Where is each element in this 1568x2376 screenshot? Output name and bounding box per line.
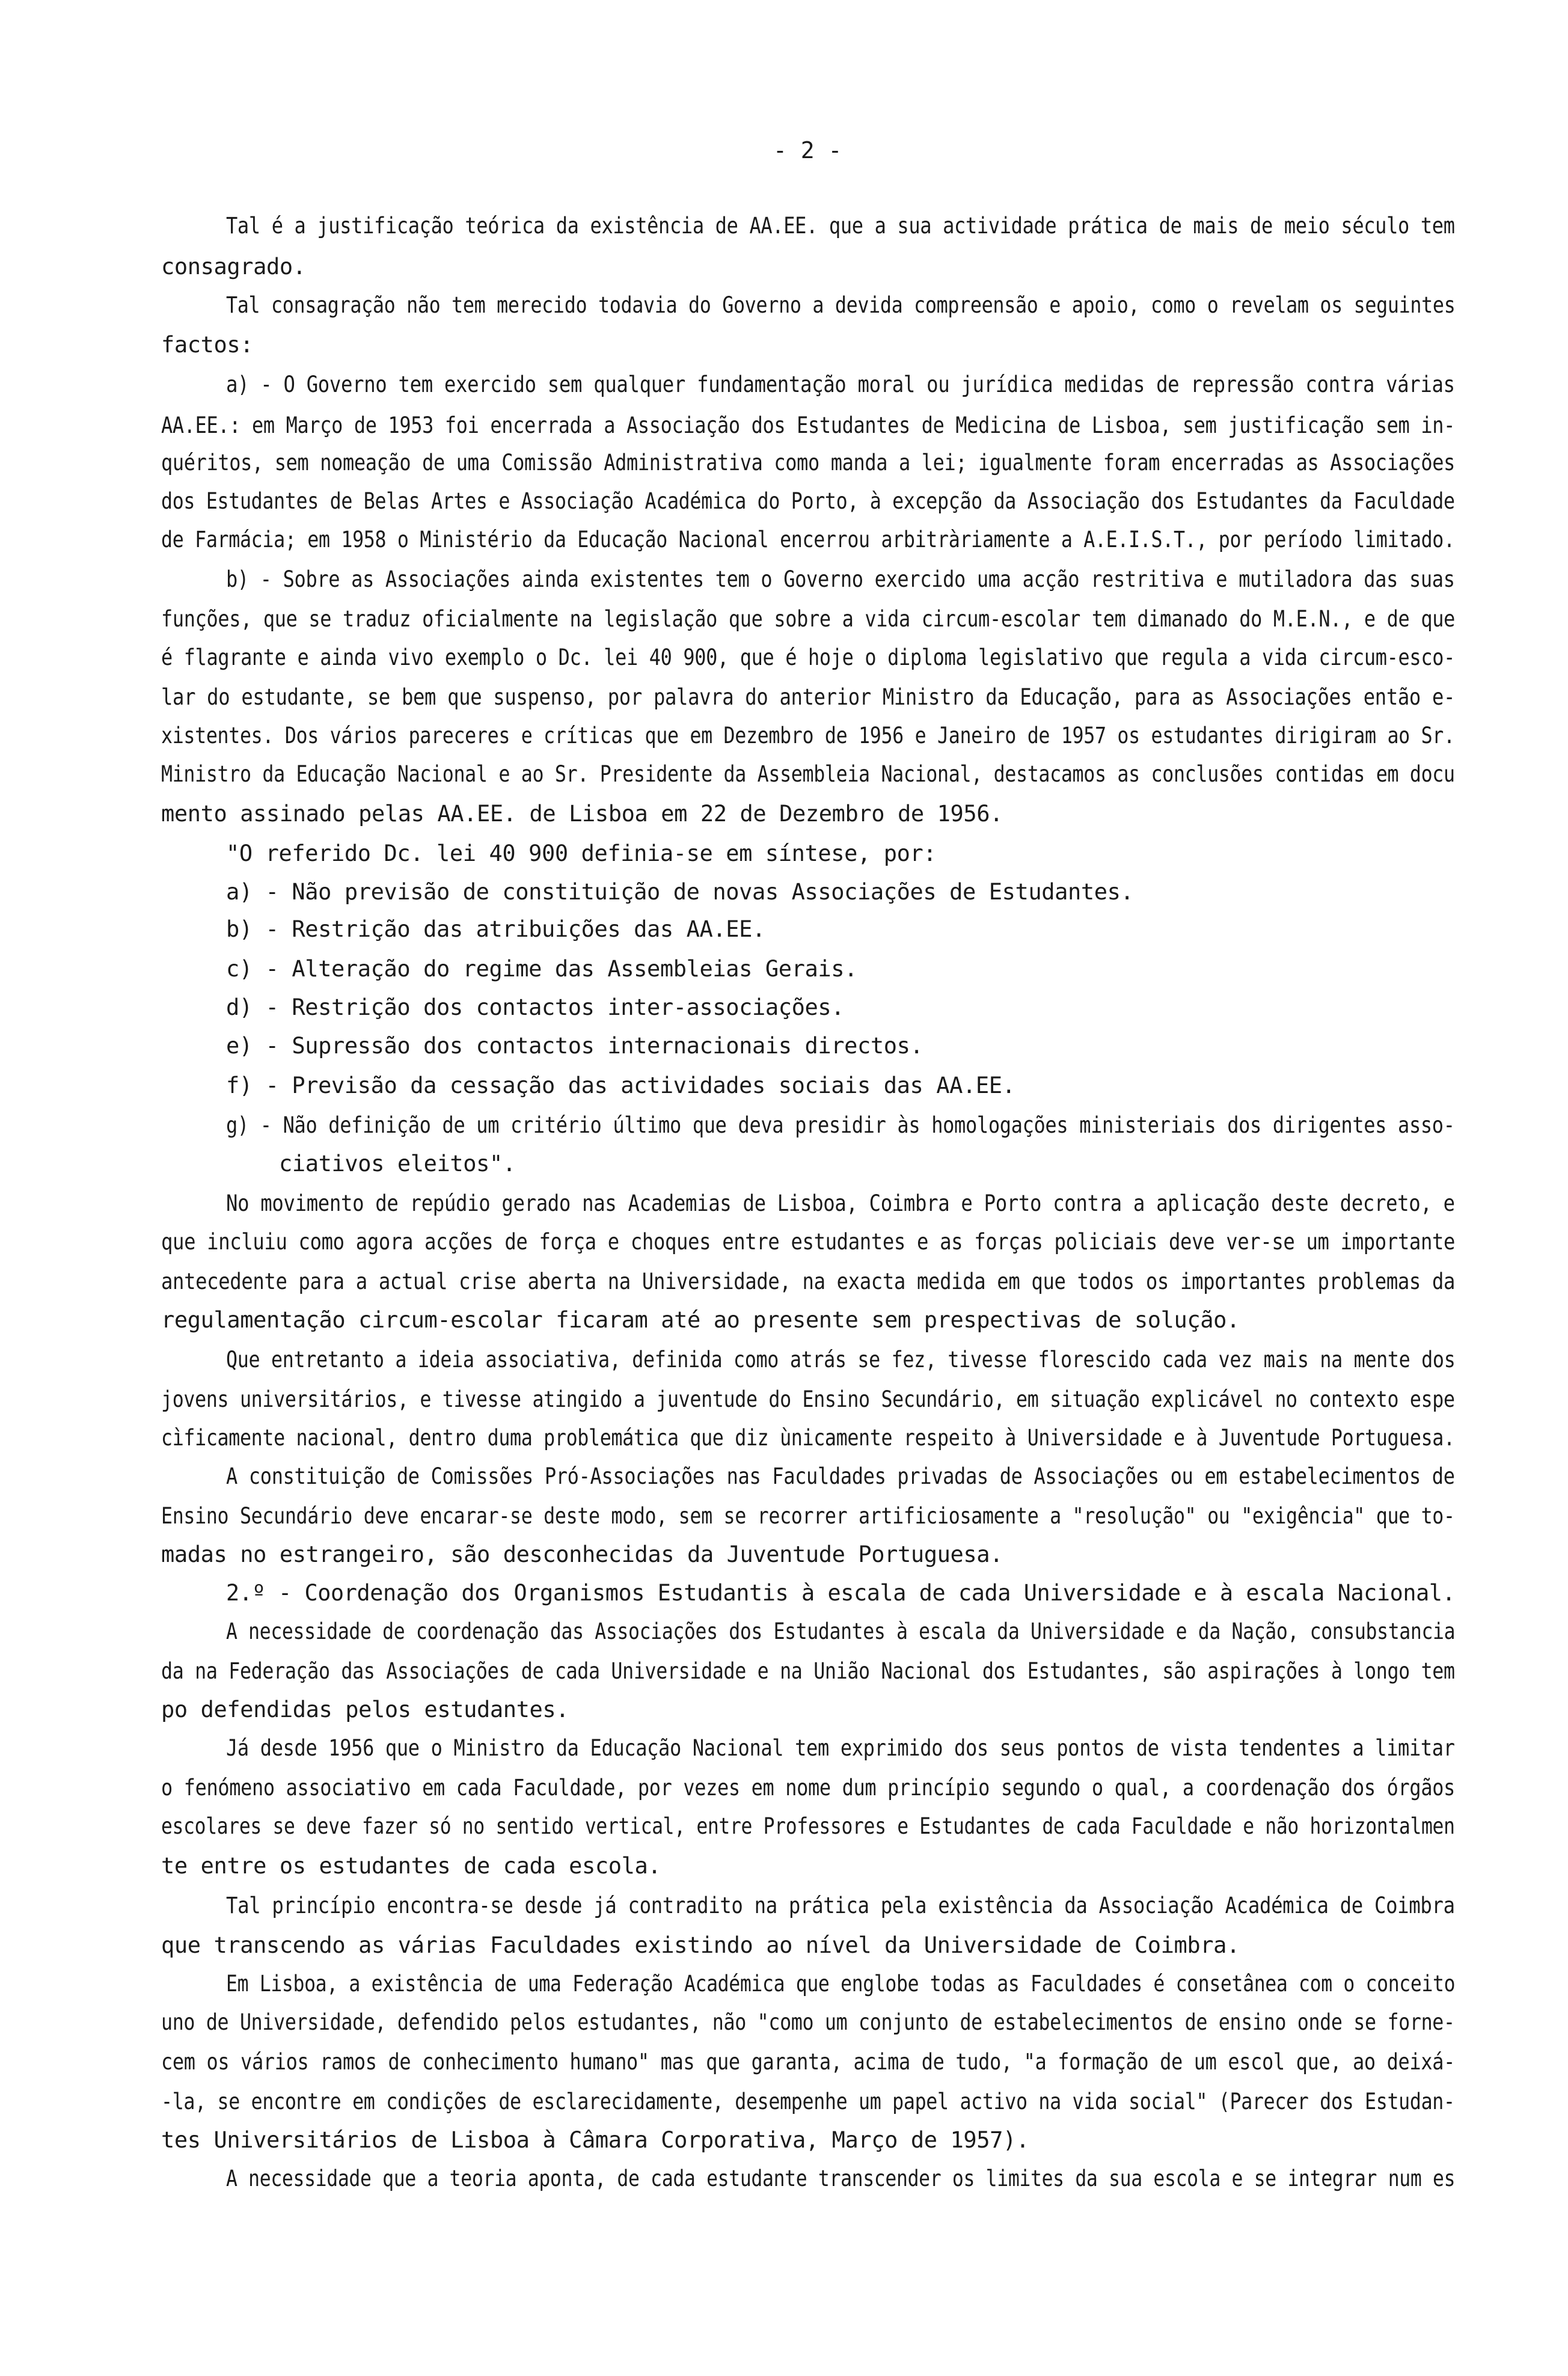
- text-line: d) - Restrição dos contactos inter-associações.: [226, 994, 845, 1020]
- text-line: No movimento de repúdio gerado nas Academias de Lisboa, Coimbra e Porto contra a aplicação deste decreto, e: [226, 1190, 1455, 1216]
- text-line: A necessidade que a teoria aponta, de cada estudante transcender os limites da sua escola e se integrar num es: [226, 2166, 1456, 2191]
- text-line: Tal princípio encontra-se desde já contradito na prática pela existência da Associação Académica de Coimbra: [226, 1893, 1455, 1918]
- text-line: Tal consagração não tem merecido todavia do Governo a devida compreensão e apoio, como o revelam os seguintes: [226, 292, 1456, 318]
- text-line: A necessidade de coordenação das Associações dos Estudantes à escala da Universidade e da Nação, consubstancia: [226, 1618, 1456, 1644]
- text-line: po defendidas pelos estudantes.: [161, 1697, 569, 1722]
- text-line: factos:: [161, 332, 254, 358]
- text-line: consagrado.: [161, 254, 306, 280]
- text-line: cem os vários ramos de conhecimento humano" mas que garanta, acima de tudo, "a formação de um escol que, ao deixá-: [161, 2049, 1455, 2075]
- text-line: lar do estudante, se bem que suspenso, por palavra do anterior Ministro da Educação, para as Associações então e-: [161, 684, 1456, 710]
- text-line: c) - Alteração do regime das Assembleias Gerais.: [226, 956, 858, 982]
- text-line: Ministro da Educação Nacional e ao Sr. Presidente da Assembleia Nacional, destacamos as conclusões contidas em docu: [161, 761, 1455, 787]
- text-line: "O referido Dc. lei 40 900 definia-se em síntese, por:: [226, 840, 937, 866]
- text-line: antecedente para a actual crise aberta na Universidade, na exacta medida em que todos os importantes problemas da: [161, 1269, 1456, 1294]
- text-line: a) - Não previsão de constituição de novas Associações de Estudantes.: [226, 879, 1134, 905]
- text-line: regulamentação circum-escolar ficaram até ao presente sem prespectivas de solução.: [161, 1307, 1240, 1333]
- text-line: Ensino Secundário deve encarar-se deste modo, sem se recorrer artificiosamente a "resolução" ou "exigência" que to-: [161, 1503, 1455, 1529]
- text-line: f) - Previsão da cessação das actividades sociais das AA.EE.: [226, 1073, 1015, 1098]
- text-line: funções, que se traduz oficialmente na legislação que sobre a vida circum-escolar tem dimanado do M.E.N., e de que: [161, 606, 1455, 632]
- text-line: a) - O Governo tem exercido sem qualquer fundamentação moral ou jurídica medidas de repressão contra várias: [226, 372, 1455, 397]
- text-line: dos Estudantes de Belas Artes e Associação Académica do Porto, à excepção da Associação dos Estudantes da Faculdade: [161, 488, 1455, 514]
- text-line: o fenómeno associativo em cada Faculdade, por vezes em nome dum princípio segundo o qual, a coordenação dos órgãos: [161, 1775, 1455, 1801]
- text-line: de Farmácia; em 1958 o Ministério da Educação Nacional encerrou arbitràriamente a A.E.I.S.T., por período limitado.: [161, 527, 1455, 553]
- text-line: que incluiu como agora acções de força e choques entre estudantes e as forças policiais deve ver-se um importante: [161, 1229, 1456, 1255]
- page-number: - 2 -: [773, 137, 842, 164]
- text-line: que transcendo as várias Faculdades existindo ao nível da Universidade de Coimbra.: [161, 1932, 1240, 1958]
- text-line: é flagrante e ainda vivo exemplo o Dc. lei 40 900, que é hoje o diploma legislativo que regula a vida circum-esco-: [161, 645, 1455, 670]
- text-line: uno de Universidade, defendido pelos estudantes, não "como um conjunto de estabelecimentos de ensino onde se forne-: [161, 2009, 1455, 2035]
- text-line: AA.EE.: em Março de 1953 foi encerrada a Associação dos Estudantes de Medicina de Lisboa, sem justificação sem in-: [161, 412, 1455, 438]
- text-line: Que entretanto a ideia associativa, definida como atrás se fez, tivesse florescido cada vez mais na mente dos: [226, 1347, 1456, 1373]
- text-line: b) - Sobre as Associações ainda existentes tem o Governo exercido uma acção restritiva e mutiladora das suas: [226, 566, 1455, 592]
- text-line: escolares se deve fazer só no sentido vertical, entre Professores e Estudantes de cada Faculdade e não horizontalmen: [161, 1813, 1455, 1839]
- text-line: 2.º - Coordenação dos Organismos Estudantis à escala de cada Universidade e à escala Nacional.: [226, 1580, 1456, 1606]
- text-line: Já desde 1956 que o Ministro da Educação Nacional tem exprimido dos seus pontos de vista tendentes a limitar: [226, 1735, 1455, 1761]
- text-line: b) - Restrição das atribuições das AA.EE.: [226, 916, 765, 942]
- text-line: tes Universitários de Lisboa à Câmara Corporativa, Março de 1957).: [161, 2127, 1029, 2153]
- text-line: Tal é a justificação teórica da existência de AA.EE. que a sua actividade prática de mais de meio século tem: [226, 213, 1455, 239]
- text-line: da na Federação das Associações de cada Universidade e na União Nacional dos Estudantes, são aspirações à longo tem: [161, 1658, 1455, 1684]
- text-line: -la, se encontre em condições de esclarecidamente, desempenhe um papel activo na vida social" (Parecer dos Estudan-: [161, 2089, 1455, 2114]
- text-line: e) - Supressão dos contactos internacionais directos.: [226, 1033, 923, 1059]
- text-line: xistentes. Dos vários pareceres e críticas que em Dezembro de 1956 e Janeiro de 1957 os estudantes dirigiram ao Sr.: [161, 723, 1455, 749]
- text-line: A constituição de Comissões Pró-Associações nas Faculdades privadas de Associações ou em estabelecimentos de: [226, 1463, 1455, 1489]
- text-line: te entre os estudantes de cada escola.: [161, 1853, 661, 1879]
- text-line: madas no estrangeiro, são desconhecidas da Juventude Portuguesa.: [161, 1542, 1003, 1567]
- text-line: quéritos, sem nomeação de uma Comissão Administrativa como manda a lei; igualmente foram encerradas as Associações: [161, 450, 1455, 476]
- text-line: jovens universitários, e tivesse atingido a juventude do Ensino Secundário, em situação explicável no contexto espe: [161, 1386, 1455, 1412]
- text-line: cìficamente nacional, dentro duma problemática que diz ùnicamente respeito à Universidade e à Juventude Portuguesa.: [161, 1425, 1455, 1451]
- text-line: g) - Não definição de um critério último que deva presidir às homologações ministeriais dos dirigentes asso-: [226, 1112, 1455, 1138]
- text-line: mento assinado pelas AA.EE. de Lisboa em 22 de Dezembro de 1956.: [161, 801, 1003, 827]
- text-line: ciativos eleitos".: [279, 1151, 516, 1177]
- text-line: Em Lisboa, a existência de uma Federação Académica que englobe todas as Faculdades é consetânea com o conceito: [226, 1971, 1456, 1997]
